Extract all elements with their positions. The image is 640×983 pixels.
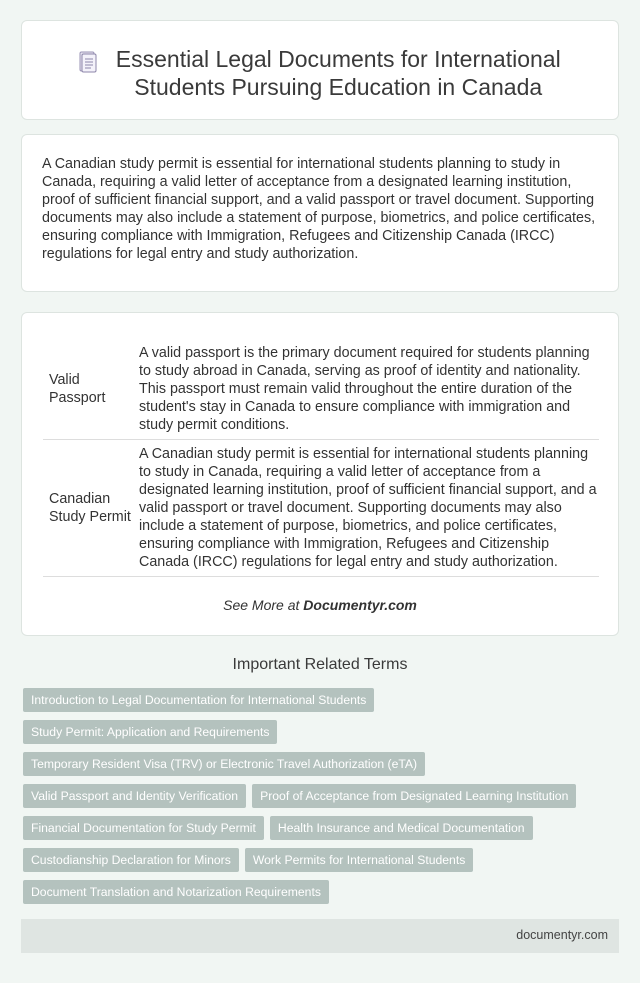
related-term-tag[interactable]: Temporary Resident Visa (TRV) or Electronic Travel Authorization (eTA) bbox=[23, 752, 425, 776]
tag-row bbox=[23, 880, 623, 904]
related-term-tag[interactable]: Valid Passport and Identity Verification bbox=[23, 784, 246, 808]
document-icon bbox=[79, 51, 97, 73]
documents-card bbox=[21, 312, 619, 636]
related-term-tag[interactable]: Study Permit: Application and Requirements bbox=[23, 720, 277, 744]
tag-row bbox=[23, 720, 623, 744]
document-term: Valid Passport bbox=[43, 339, 137, 440]
title-wrap bbox=[22, 45, 618, 101]
tag-row bbox=[23, 816, 623, 840]
related-terms-list bbox=[23, 688, 623, 912]
page-title-line-2: Students Pursuing Education in Canada bbox=[134, 74, 543, 100]
document-description: A Canadian study permit is essential for international students planning to study in Canada, requiring a valid letter of acceptance from a designated learning institution, proof of sufficient financial support, and a valid passport or travel document. Supporting documents may also include a statement of purpose, biometrics, and police certificates, ensuring compliance with Immigration, Refugees and Citizenship Canada (IRCC) regulations for legal entry and study authorization. bbox=[137, 440, 599, 577]
documents-table bbox=[43, 339, 599, 577]
related-term-tag[interactable]: Proof of Acceptance from Designated Learning Institution bbox=[252, 784, 576, 808]
document-description: A valid passport is the primary document required for students planning to study abroad in Canada, serving as proof of identity and nationality. This passport must remain valid throughout the entire duration of the student's stay in Canada to ensure compliance with immigration and study permit conditions. bbox=[137, 339, 599, 440]
table-row bbox=[43, 339, 599, 440]
tag-row bbox=[23, 848, 623, 872]
page-title bbox=[116, 45, 561, 101]
related-term-tag[interactable]: Introduction to Legal Documentation for International Students bbox=[23, 688, 374, 712]
related-term-tag[interactable]: Work Permits for International Students bbox=[245, 848, 473, 872]
summary-card bbox=[21, 134, 619, 292]
table-row bbox=[43, 440, 599, 577]
related-term-tag[interactable]: Health Insurance and Medical Documentation bbox=[270, 816, 533, 840]
related-term-tag[interactable]: Custodianship Declaration for Minors bbox=[23, 848, 239, 872]
see-more-prefix: See More at bbox=[223, 597, 304, 613]
footer bbox=[21, 919, 619, 953]
related-term-tag[interactable]: Document Translation and Notarization Requirements bbox=[23, 880, 329, 904]
document-term: Canadian Study Permit bbox=[43, 440, 137, 577]
see-more-site: Documentyr.com bbox=[303, 597, 417, 613]
see-more-link[interactable] bbox=[22, 597, 618, 613]
footer-domain-link[interactable]: documentyr.com bbox=[516, 928, 608, 942]
summary-text: A Canadian study permit is essential for international students planning to study in Canada, requiring a valid letter of acceptance from a designated learning institution, proof of sufficient financial support, and a valid passport or travel document. Supporting documents may also include a statement of purpose, biometrics, and police certificates, ensuring compliance with Immigration, Refugees and Citizenship Canada (IRCC) regulations for legal entry and study authorization. bbox=[42, 156, 596, 262]
related-term-tag[interactable]: Financial Documentation for Study Permit bbox=[23, 816, 264, 840]
related-terms-heading: Important Related Terms bbox=[232, 656, 408, 673]
tag-row bbox=[23, 752, 623, 776]
page-title-line-1: Essential Legal Documents for International bbox=[115, 46, 561, 72]
title-card bbox=[21, 20, 619, 120]
tag-row bbox=[23, 688, 623, 712]
tag-row bbox=[23, 784, 623, 808]
